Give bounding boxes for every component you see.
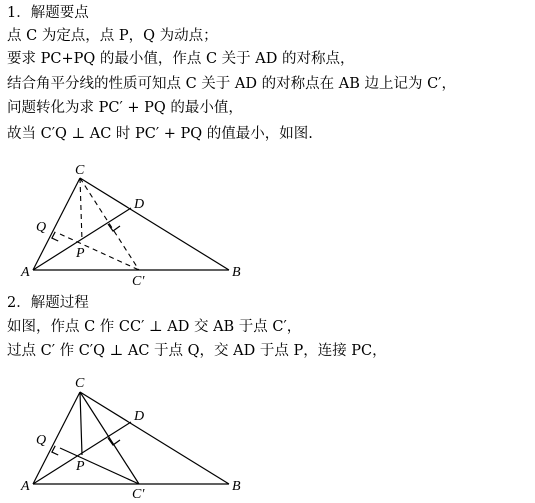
fig2-label-b: B: [232, 479, 241, 494]
fig2-label-d: D: [134, 409, 145, 424]
fig1-label-b: B: [232, 265, 241, 280]
section2-line-1: 如图，作点 C 作 CC′ ⊥ AD 交 AB 于点 C′，: [7, 319, 302, 335]
fig2-label-q: Q: [36, 433, 47, 448]
figure-1: [0, 155, 300, 290]
fig1-right-angle-q: [52, 232, 58, 241]
fig2-label-cprime: C′: [132, 487, 145, 502]
section1-line-5: 故当 C′Q ⊥ AC 时 PC′ + PQ 的值最小，如图.: [7, 126, 313, 142]
fig1-label-p: P: [76, 246, 85, 261]
figure-2: [0, 370, 300, 503]
fig1-label-c: C: [75, 163, 85, 178]
fig1-side-cb: [80, 178, 229, 270]
section1-line-2: 要求 PC+PQ 的最小值，作点 C 关于 AD 的对称点，: [7, 51, 355, 67]
fig1-label-cprime: C′: [132, 274, 145, 289]
fig1-label-d: D: [134, 197, 145, 212]
fig2-label-p: P: [76, 459, 85, 474]
fig2-right-angle-q: [52, 446, 58, 455]
fig1-label-q: Q: [36, 220, 47, 235]
section1-line-1: 点 C 为定点，点 P，Q 为动点；: [7, 28, 218, 44]
fig1-label-a: A: [21, 265, 30, 280]
fig2-label-c: C: [75, 376, 85, 391]
fig2-label-a: A: [21, 479, 30, 494]
section2-heading: 2．解题过程: [7, 295, 89, 311]
section1-heading: 1．解题要点: [7, 5, 89, 21]
section1-line-3: 结合角平分线的性质可知点 C 关于 AD 的对称点在 AB 边上记为 C′，: [7, 76, 456, 92]
fig1-segment-qc: [60, 234, 139, 270]
fig2-segment-cp: [80, 392, 82, 455]
section1-line-4: 问题转化为求 PC′ + PQ 的最小值，: [7, 100, 243, 116]
fig2-side-cb: [80, 392, 229, 484]
section2-line-2: 过点 C′ 作 C′Q ⊥ AC 于点 Q，交 AD 于点 P，连接 PC，: [7, 343, 387, 359]
fig1-segment-cp: [80, 178, 82, 241]
